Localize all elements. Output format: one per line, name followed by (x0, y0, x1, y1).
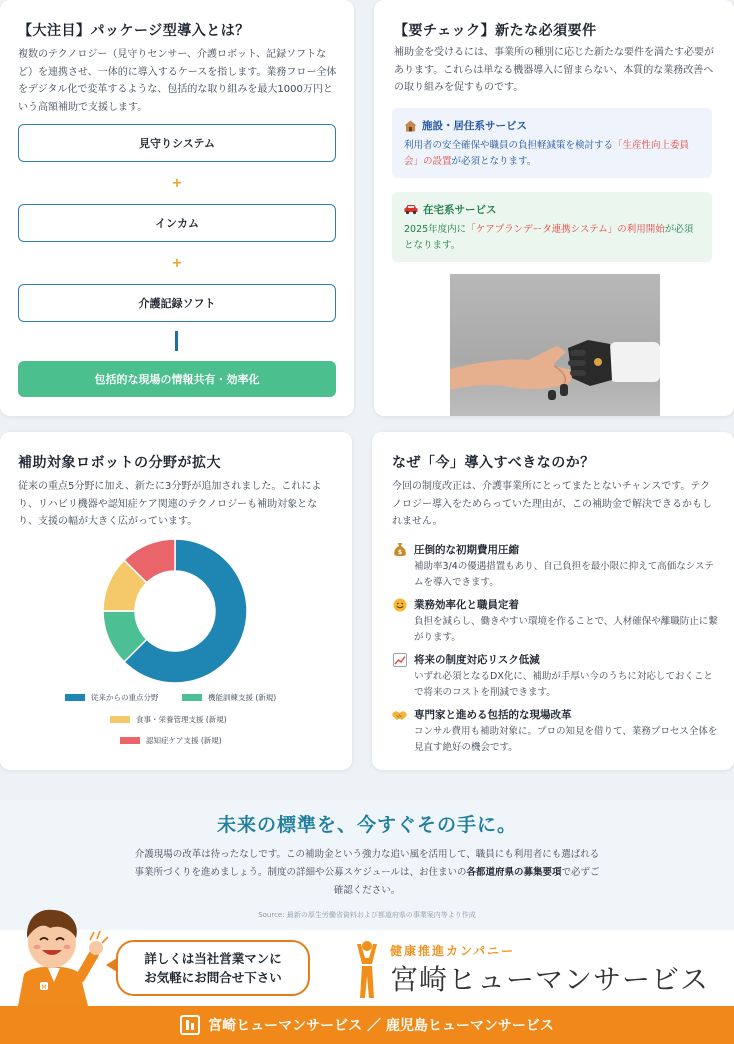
flow-plus: + (171, 256, 183, 271)
requirements-card (374, 0, 734, 416)
legend-swatch (182, 694, 202, 701)
bubble-line-2: お気軽にお問合せ下さい (144, 970, 282, 985)
legend-swatch (65, 694, 85, 701)
company-tagline: 健康推進カンパニー (390, 944, 516, 958)
contact-speech-bubble (116, 940, 310, 996)
flow-plus: + (171, 176, 183, 191)
legend-item (120, 735, 222, 746)
reason-title: 専門家と進める包括的な現場改革 (414, 709, 572, 721)
legend-item (182, 692, 276, 703)
why-title: なぜ「今」導入すべきなのか？ (392, 455, 595, 471)
reason-title: 圧倒的な初期費用圧縮 (414, 544, 519, 556)
reason-item (392, 542, 720, 590)
why-now-card (372, 432, 734, 770)
home-title: 在宅系サービス (423, 204, 497, 216)
legend-label: 認知症ケア支援 (新規) (146, 736, 222, 745)
legend-item (110, 714, 227, 725)
facility-body-highlight: 「生産性向上委員会」の設置 (404, 140, 690, 168)
reason-body: コンサル費用も補助対象に。プロの知見を借りて、業務プロセス全体を見直す絶好の機会です。 (414, 726, 718, 753)
robot-fields-donut-chart (100, 536, 250, 686)
bubble-line-1: 詳しくは当社営業マンに (144, 950, 282, 966)
facility-body-post: が必須となります。 (451, 156, 537, 168)
package-title: 【大注目】パッケージ型導入とは？ (18, 23, 250, 39)
legend-item (65, 692, 159, 703)
flow-connector (175, 331, 178, 351)
reason-title: 将来の制度対応リスク低減 (414, 654, 540, 666)
package-card (0, 0, 354, 416)
legend-swatch (120, 737, 140, 744)
requirements-body: 補助金を受けるには、事業所の種別に応じた新たな要件を満たす必要があります。これらは単なる機器導入に留まらない、本質的な業務改善への取り組みを促すものです。 (394, 47, 714, 93)
requirements-title: 【要チェック】新たな必須要件 (394, 23, 597, 39)
flow-result: 包括的な現場の情報共有・効率化 (18, 361, 336, 397)
cta-body (130, 846, 604, 900)
home-body-highlight: 「ケアプランデータ連携システム」の利用開始 (466, 224, 665, 235)
cta-body-text-end: で必ずご確認ください。 (333, 867, 600, 897)
reason-item (392, 597, 720, 645)
facility-body-pre: 利用者の安全確保や職員の負担軽減策を検討する (404, 140, 614, 151)
robots-title: 補助対象ロボットの分野が拡大 (18, 455, 221, 471)
reason-body: 負担を減らし、働きやすい環境を作ることで、人材確保や離職防止に繋がります。 (414, 616, 718, 643)
robots-body: 従来の重点5分野に加え、新たに3分野が追加されました。これにより、リハビリ機器や認知症ケア関連のテクノロジーも補助対象となり、支援の幅が大きく広がっています。 (18, 481, 322, 527)
flow-step-monitoring: 見守りシステム (18, 124, 336, 162)
cta-section (0, 800, 734, 930)
money-bag-icon (392, 542, 407, 557)
cta-body-bold: 各都道府県の募集要項 (466, 867, 562, 879)
reason-item (392, 652, 720, 700)
home-requirement (392, 192, 712, 262)
package-body: 複数のテクノロジー（見守りセンサー、介護ロボット、記録ソフトなど）を連携させ、一体的に導入するケースを指します。業務フロー全体をデジタル化で変革するような、包括的な取り組みを最大1000万円という高額補助で支援します。 (18, 49, 337, 113)
building-logo-icon (180, 1015, 200, 1035)
flow-step-care-record: 介護記録ソフト (18, 284, 336, 322)
company-banner (0, 930, 734, 1006)
company-logo-figure-icon (352, 940, 382, 1000)
svg-text:M: M (41, 984, 47, 991)
car-icon (404, 204, 418, 215)
footer-company-names: 宮崎ヒューマンサービス ／ 鹿児島ヒューマンサービス (208, 1018, 554, 1034)
cta-title: 未来の標準を、今すぐその手に。 (216, 814, 517, 836)
facility-title: 施設・居住系サービス (422, 120, 527, 132)
home-body-post: が必須となります。 (404, 224, 694, 252)
legend-label: 従来からの重点分野 (91, 693, 159, 702)
footer-strip (0, 1006, 734, 1044)
reason-title: 業務効率化と職員定着 (414, 599, 519, 611)
handshake-icon (392, 707, 407, 722)
reason-body: 補助率3/4の優遇措置もあり、自己負担を最小限に抑えて高価なシステムを導入できます。 (414, 561, 714, 588)
reason-body: いずれ必須となるDX化に、補助が手厚い今のうちに対応しておくことで将来のコストを削減できます。 (414, 671, 713, 698)
legend-label: 機能訓練支援 (新規) (208, 693, 277, 702)
legend-swatch (110, 716, 130, 723)
legend-label: 食事・栄養管理支援 (新規) (136, 715, 227, 724)
smile-icon (392, 597, 407, 612)
why-body: 今回の制度改正は、介護事業所にとってまたとないチャンスです。テクノロジー導入をためらっていた理由が、この補助金で解決できるかもしれません。 (392, 481, 712, 527)
reason-item (392, 707, 720, 755)
company-name: 宮崎ヒューマンサービス (390, 963, 710, 996)
house-icon (404, 120, 417, 132)
source-note: Source: 最新の厚生労働省資料および都道府県の事業案内等より作成 (258, 911, 476, 919)
robot-handshake-photo (450, 274, 660, 416)
salesman-mascot-illustration (10, 902, 110, 1006)
robots-card (0, 432, 352, 770)
chart-up-icon (392, 652, 407, 667)
cta-body-text: 介護現場の改革は待ったなしです。この補助金という強力な追い風を活用して、職員にも利用者にも選ばれる事業所づくりを進めましょう。制度の詳細や公募スケジュールは、お住まいの (134, 849, 600, 879)
home-body-pre: 2025年度内に (404, 224, 467, 235)
svg-text:$: $ (397, 549, 402, 556)
flow-step-intercom: インカム (18, 204, 336, 242)
facility-requirement (392, 108, 712, 178)
